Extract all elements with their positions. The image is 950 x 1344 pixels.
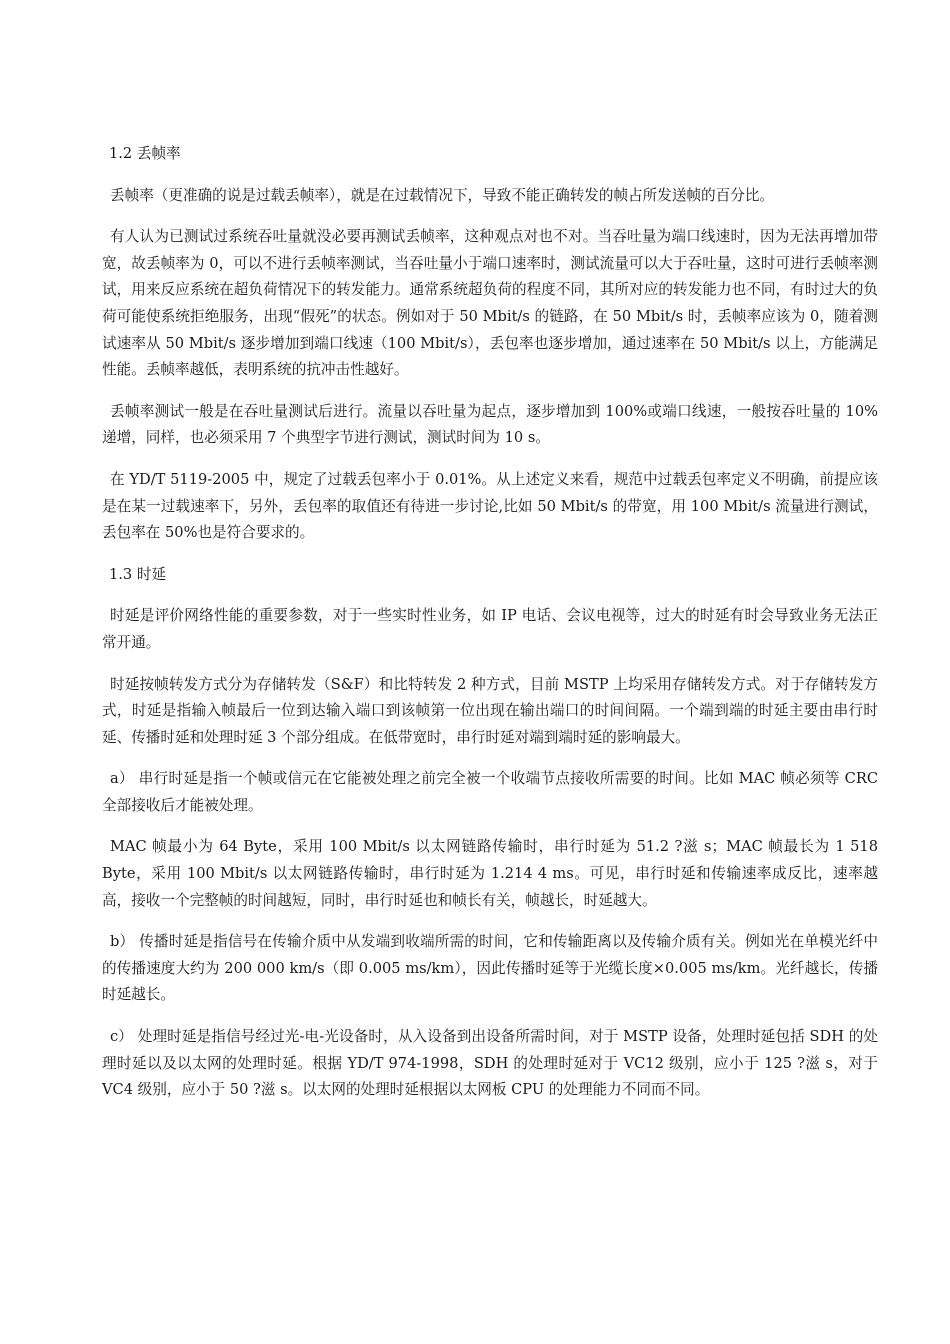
paragraph-frame-loss-standard: 在 YD/T 5119-2005 中，规定了过载丢包率小于 0.01%。从上述定义来看，规范中过载丢包率定义不明确，前提应该是在某一过载速率下，另外，丢包率的取值还有待进一步讨论,比如 50 Mbit/s 的带宽，用 100 Mbit/s 流量进行测试，丢包率在 50%也是符合要求的。 — [102, 470, 878, 542]
paragraph-processing-delay: c） 处理时延是指信号经过光-电-光设备时，从入设备到出设备所需时间，对于 MSTP 设备，处理时延包括 SDH 的处理时延以及以太网的处理时延。根据 YD/T 974-1998，SDH 的处理时延对于 VC12 级别，应小于 125 ?滋 s，对于 VC4 级别，应小于 50 ?滋 s。以太网的处理时延根据以太网板 CPU 的处理能力不同而不同。 — [102, 1028, 878, 1099]
paragraph-propagation-delay: b） 传播时延是指信号在传输介质中从发端到收端所需的时间，它和传输距离以及传输介质有关。例如光在单模光纤中的传播速度大约为 200 000 km/s（即 0.005 ms/km），因此传播时延等于光缆长度×0.005 ms/km。光纤越长，传播时延越长。 — [102, 933, 878, 1004]
paragraph-latency-importance: 时延是评价网络性能的重要参数，对于一些实时性业务，如 IP 电话、会议电视等，过大的时延有时会导致业务无法正常开通。 — [102, 607, 878, 651]
paragraph-latency-forwarding: 时延按帧转发方式分为存储转发（S&F）和比特转发 2 种方式，目前 MSTP 上均采用存储转发方式。对于存储转发方式，时延是指输入帧最后一位到达输入端口到该帧第一位出现在输出端口的时间间隔。一个端到端的时延主要由串行时延、传播时延和处理时延 3 个部分组成。在低带宽时，串行时延对端到端时延的影响最大。 — [102, 675, 878, 746]
paragraph-serial-delay: a） 串行时延是指一个帧或信元在它能被处理之前完全被一个收端节点接收所需要的时间。比如 MAC 帧必须等 CRC 全部接收后才能被处理。 — [102, 770, 878, 814]
section-heading-frame-loss: 1.2 丢帧率 — [109, 145, 181, 162]
paragraph-frame-loss-test-method: 丢帧率测试一般是在吞吐量测试后进行。流量以吞吐量为起点，逐步增加到 100%或端口线速，一般按吞吐量的 10%递增，同样，也必须采用 7 个典型字节进行测试，测试时间为 10 s。 — [102, 402, 878, 447]
paragraph-frame-loss-throughput: 有人认为已测试过系统吞吐量就没必要再测试丢帧率，这种观点对也不对。当吞吐量为端口线速时，因为无法再增加带宽，故丢帧率为 0，可以不进行丢帧率测试，当吞吐量小于端口速率时，测试流量可以大于吞吐量，这时可进行丢帧率测试，用来反应系统在超负荷情况下的转发能力。通常系统超负荷的程度不同，其所对应的转发能力也不同，有时过大的负荷可能使系统拒绝服务，出现“假死”的状态。例如对于 50 Mbit/s 的链路，在 50 Mbit/s 时，丢帧率应该为 0，随着测试速率从 50 Mbit/s 逐步增加到端口线速（100 Mbit/s），丢包率也逐步增加，通过速率在 50 Mbit/s 以上，方能满足性能。丢帧率越低，表明系统的抗冲击性越好。 — [102, 228, 878, 379]
paragraph-frame-loss-definition: 丢帧率（更准确的说是过载丢帧率），就是在过载情况下，导致不能正确转发的帧占所发送帧的百分比。 — [110, 186, 775, 204]
document-page — [102, 141, 878, 1119]
paragraph-mac-frame-delay: MAC 帧最小为 64 Byte，采用 100 Mbit/s 以太网链路传输时，串行时延为 51.2 ?滋 s；MAC 帧最长为 1 518 Byte，采用 100 Mbit/s 以太网链路传输时，串行时延为 1.214 4 ms。可见，串行时延和传输速率成反比，速率越高，接收一个完整帧的时间越短，同时，串行时延也和帧长有关，帧越长，时延越大。 — [102, 838, 878, 909]
section-heading-latency: 1.3 时延 — [109, 565, 167, 583]
